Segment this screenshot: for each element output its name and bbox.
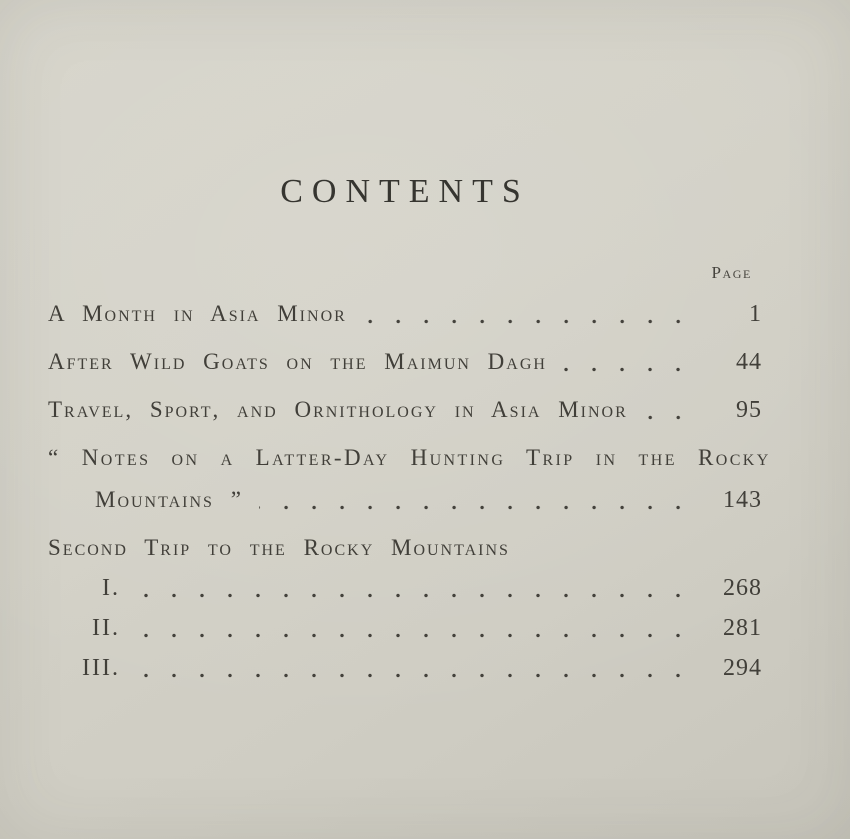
toc-entry-label: Second Trip to the Rocky Mountains bbox=[48, 534, 510, 560]
toc-entry-page: 95 bbox=[736, 396, 762, 423]
toc-entry-label: After Wild Goats on the Maimun Dagh bbox=[48, 348, 547, 374]
toc-entry bbox=[48, 397, 762, 427]
dot-leader bbox=[563, 367, 692, 372]
toc-subentry-numeral: II. bbox=[92, 614, 120, 641]
toc-entry-page: 294 bbox=[723, 654, 762, 681]
toc-entry-page: 268 bbox=[723, 574, 762, 601]
page-title: CONTENTS bbox=[280, 173, 530, 210]
dot-leader bbox=[644, 415, 692, 420]
toc-entry-page: 281 bbox=[723, 614, 762, 641]
toc-entry-page: 143 bbox=[723, 486, 762, 513]
toc-entry bbox=[48, 349, 762, 379]
toc-subentry bbox=[48, 655, 762, 685]
toc-entry bbox=[48, 444, 771, 475]
dot-leader bbox=[136, 673, 692, 678]
dot-leader bbox=[259, 505, 692, 510]
toc-entry bbox=[48, 535, 762, 565]
dot-leader bbox=[136, 633, 692, 638]
toc-entry-page: 44 bbox=[736, 348, 762, 375]
toc-entry-label-line1: “ Notes on a Latter-Day Hunting Trip in the Rocky bbox=[48, 444, 771, 470]
toc-subentry-numeral: I. bbox=[102, 574, 120, 601]
toc-entry-page: 1 bbox=[749, 300, 762, 327]
dot-leader bbox=[363, 319, 692, 324]
page-column-header: Page bbox=[711, 262, 752, 282]
dot-leader bbox=[136, 593, 692, 598]
toc-entry bbox=[48, 301, 762, 331]
toc-entry-continuation bbox=[48, 487, 762, 517]
toc-entry-label: A Month in Asia Minor bbox=[48, 300, 347, 326]
toc-subentry bbox=[48, 615, 762, 645]
toc-entry-label-line2: Mountains ” bbox=[95, 486, 243, 512]
toc-entry-label: Travel, Sport, and Ornithology in Asia Minor bbox=[48, 396, 628, 422]
toc-subentry-numeral: III. bbox=[82, 654, 120, 681]
toc-subentry bbox=[48, 575, 762, 605]
